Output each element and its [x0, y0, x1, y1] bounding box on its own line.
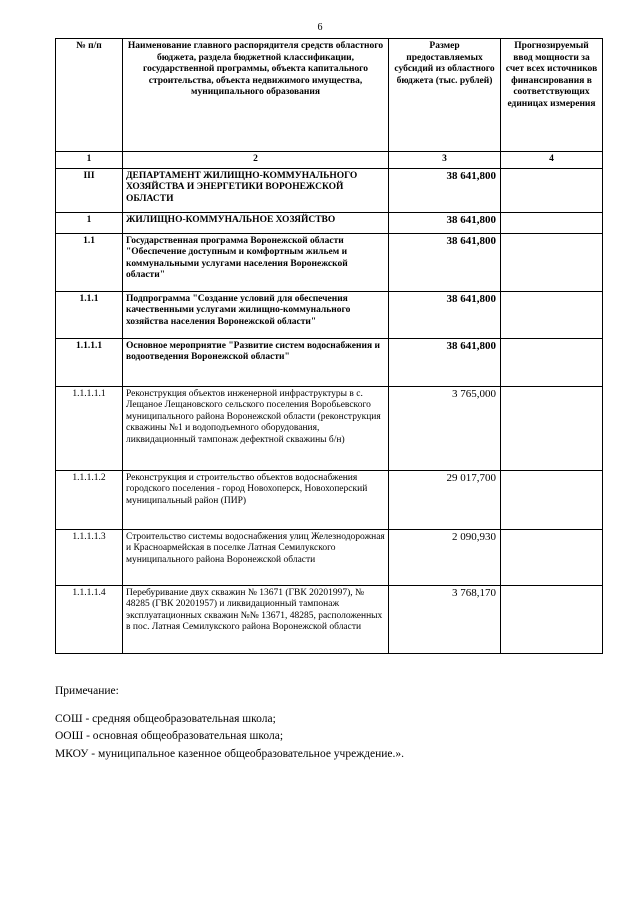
- row-amount: 38 641,800: [389, 212, 501, 233]
- row-amount: 29 017,700: [389, 470, 501, 529]
- row-num: 1.1: [56, 233, 123, 291]
- table-row: [56, 338, 603, 386]
- row-name: Перебуривание двух скважин № 13671 (ГВК 20201997), № 48285 (ГВК 20201957) и ликвидационный тампонаж эксплуатационных скважин №№ 13671, 48285, расположенных в пос. Латная Семилукского района Воронежской области: [123, 585, 389, 653]
- row-amount: 38 641,800: [389, 168, 501, 212]
- row-name: Реконструкция и строительство объектов водоснабжения городского поселения - город Новохоперск, Новохоперский муниципальный район (ПИР): [123, 470, 389, 529]
- col-number: 2: [123, 152, 389, 169]
- row-capacity: [501, 529, 603, 585]
- row-num: 1.1.1.1.3: [56, 529, 123, 585]
- row-capacity: [501, 585, 603, 653]
- row-num: 1: [56, 212, 123, 233]
- row-amount: 38 641,800: [389, 338, 501, 386]
- row-capacity: [501, 212, 603, 233]
- note-item: МКОУ - муниципальное казенное общеобразовательное учреждение.».: [55, 747, 405, 760]
- row-amount: 3 768,170: [389, 585, 501, 653]
- row-name: Строительство системы водоснабжения улиц Железнодорожная и Красноармейская в поселке Латная Семилукского муниципального района Воронежской области: [123, 529, 389, 585]
- row-name: ДЕПАРТАМЕНТ ЖИЛИЩНО-КОММУНАЛЬНОГО ХОЗЯЙСТВА И ЭНЕРГЕТИКИ ВОРОНЕЖСКОЙ ОБЛАСТИ: [123, 168, 389, 212]
- row-num: 1.1.1.1.2: [56, 470, 123, 529]
- note-item: СОШ - средняя общеобразовательная школа;: [55, 712, 276, 725]
- table-header-row: [56, 39, 603, 152]
- table-row: [56, 212, 603, 233]
- row-capacity: [501, 338, 603, 386]
- row-capacity: [501, 470, 603, 529]
- row-num: III: [56, 168, 123, 212]
- col-number: 3: [389, 152, 501, 169]
- row-amount: 38 641,800: [389, 233, 501, 291]
- table-row: [56, 291, 603, 338]
- row-name: Подпрограмма "Создание условий для обеспечения качественными услугами жилищно-коммунального хозяйства населения Воронежской области": [123, 291, 389, 338]
- row-amount: 38 641,800: [389, 291, 501, 338]
- row-num: 1.1.1: [56, 291, 123, 338]
- table-row: [56, 233, 603, 291]
- table-row: [56, 585, 603, 653]
- notes-section: [55, 683, 404, 763]
- column-numbers-row: [56, 152, 603, 169]
- row-capacity: [501, 168, 603, 212]
- col-number: 1: [56, 152, 123, 169]
- table-row: [56, 168, 603, 212]
- row-capacity: [501, 233, 603, 291]
- table-row: [56, 529, 603, 585]
- table-row: [56, 470, 603, 529]
- row-capacity: [501, 291, 603, 338]
- header-amount: Размер предоставляемых субсидий из областного бюджета (тыс. рублей): [389, 39, 501, 152]
- notes-title: Примечание:: [55, 685, 119, 697]
- row-name: Реконструкция объектов инженерной инфраструктуры в с. Лещаное Лещановского сельского поселения Воробьевского муниципального района Воронежской области (реконструкция скважины №1 и водоподъемного оборудования, ликвидационный тампонаж дефектной скважины б/н): [123, 386, 389, 470]
- row-num: 1.1.1.1: [56, 338, 123, 386]
- row-name: Государственная программа Воронежской области "Обеспечение доступным и комфортным жильем и коммунальными услугами населения Воронежской области": [123, 233, 389, 291]
- table-row: [56, 386, 603, 470]
- col-number: 4: [501, 152, 603, 169]
- page-number: 6: [317, 22, 323, 33]
- header-num: № п/п: [56, 39, 123, 152]
- row-amount: 3 765,000: [389, 386, 501, 470]
- row-num: 1.1.1.1.1: [56, 386, 123, 470]
- row-name: Основное мероприятие "Развитие систем водоснабжения и водоотведения Воронежской области": [123, 338, 389, 386]
- subsidies-table: [55, 38, 603, 654]
- row-amount: 2 090,930: [389, 529, 501, 585]
- row-capacity: [501, 386, 603, 470]
- header-capacity: Прогнозируемый ввод мощности за счет всех источников финансирования в соответствующих единицах измерения: [501, 39, 603, 152]
- row-name: ЖИЛИЩНО-КОММУНАЛЬНОЕ ХОЗЯЙСТВО: [123, 212, 389, 233]
- note-item: ООШ - основная общеобразовательная школа;: [55, 730, 284, 742]
- header-name: Наименование главного распорядителя средств областного бюджета, раздела бюджетной классификации, государственной программы, объекта капитального строительства, объекта недвижимого имущества, муниципального образования: [123, 39, 389, 152]
- row-num: 1.1.1.1.4: [56, 585, 123, 653]
